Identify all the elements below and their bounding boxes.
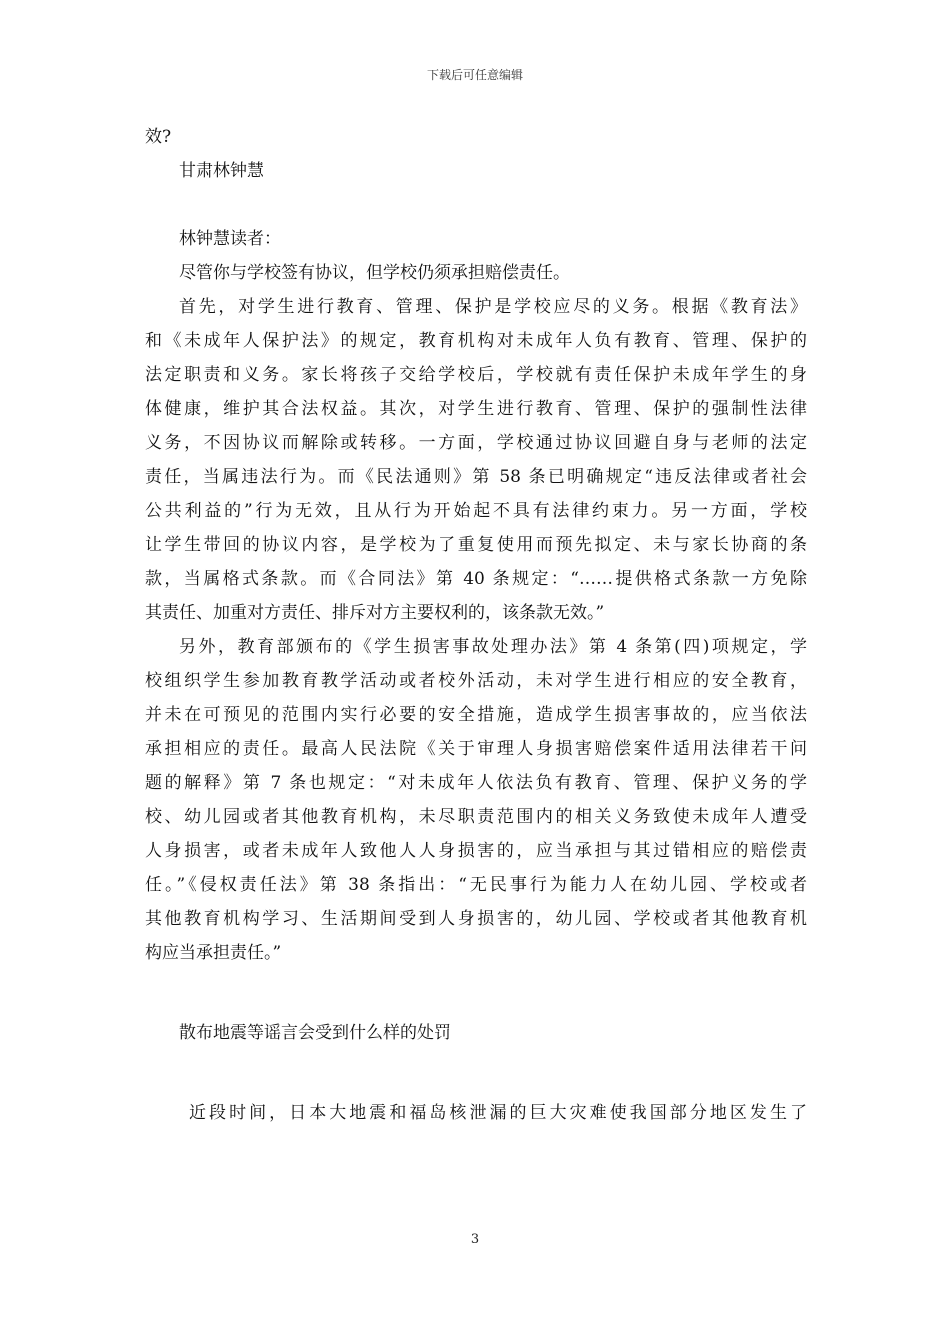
document-body [145,120,807,1130]
paragraph-line: 并未在可预见的范围内实行必要的安全措施，造成学生损害事故的，应当依法 [145,705,807,725]
paragraph-line: 责任，当属违法行为。而《民法通则》第 58 条已明确规定“违反法律或者社会 [145,467,807,487]
paragraph-line: 校、幼儿园或者其他教育机构，未尽职责范围内的相关义务致使未成年人遭受 [145,807,807,827]
paragraph-line: 另外，教育部颁布的《学生损害事故处理办法》第 4 条第(四)项规定，学 [179,637,807,657]
paragraph-line: 和《未成年人保护法》的规定，教育机构对未成年人负有教育、管理、保护的 [145,331,807,351]
signature-line: 甘肃林钟慧 [179,161,264,181]
paragraph-line: 款，当属格式条款。而《合同法》第 40 条规定：“……提供格式条款一方免除 [145,569,807,589]
paragraph-line: 近段时间，日本大地震和福岛核泄漏的巨大灾难使我国部分地区发生了 [189,1103,807,1123]
paragraph-line: 其他教育机构学习、生活期间受到人身损害的，幼儿园、学校或者其他教育机 [145,909,807,929]
paragraph-line: 构应当承担责任。” [145,943,282,963]
paragraph-line: 其责任、加重对方责任、排斥对方主要权利的，该条款无效。” [145,603,605,623]
paragraph-line: 校组织学生参加教育教学活动或者校外活动，未对学生进行相应的安全教育， [145,671,807,691]
text-line: 效? [145,127,172,147]
paragraph-line: 让学生带回的协议内容，是学校为了重复使用而预先拟定、未与家长协商的条 [145,535,807,555]
page-header: 下载后可任意编辑 [426,68,523,82]
paragraph-line: 人身损害，或者未成年人致他人人身损害的，应当承担与其过错相应的赔偿责 [145,841,807,861]
blank-line [145,188,807,222]
paragraph-line: 首先，对学生进行教育、管理、保护是学校应尽的义务。根据《教育法》 [179,297,807,317]
paragraph-line: 尽管你与学校签有协议，但学校仍须承担赔偿责任。 [179,263,570,283]
paragraph-line: 承担相应的责任。最高人民法院《关于审理人身损害赔偿案件适用法律若干问 [145,739,807,759]
blank-line [145,970,807,1016]
page-number: 3 [470,1232,480,1247]
paragraph-line: 义务，不因协议而解除或转移。一方面，学校通过协议回避自身与老师的法定 [145,433,807,453]
paragraph-line: 公共利益的”行为无效，且从行为开始起不具有法律约束力。另一方面，学校 [145,501,807,521]
paragraph-line: 任。”《侵权责任法》第 38 条指出：“无民事行为能力人在幼儿园、学校或者 [145,875,807,895]
paragraph-line: 法定职责和义务。家长将孩子交给学校后，学校就有责任保护未成年学生的身 [145,365,807,385]
blank-line [145,1050,807,1096]
section-title: 散布地震等谣言会受到什么样的处罚 [179,1023,451,1043]
salutation: 林钟慧读者： [179,229,281,249]
paragraph-line: 题的解释》第 7 条也规定：“对未成年人依法负有教育、管理、保护义务的学 [145,773,807,793]
paragraph-line: 体健康，维护其合法权益。其次，对学生进行教育、管理、保护的强制性法律 [145,399,807,419]
